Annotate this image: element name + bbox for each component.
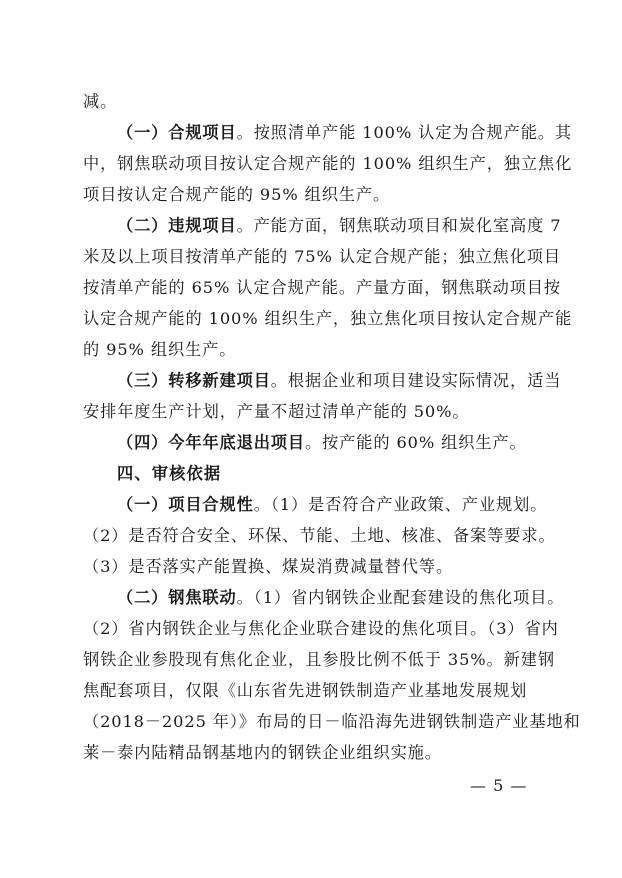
paragraph-label: （一）合规项目: [117, 123, 237, 142]
text-line: 认定合规产能的 100% 组织生产，独立焦化项目按认定合规产能: [83, 309, 573, 328]
text-line: （四）今年年底退出项目。按产能的 60% 组织生产。: [117, 433, 527, 452]
text-line: 项目按认定合规产能的 95% 组织生产。: [83, 185, 391, 204]
text-line: （2）省内钢铁企业与焦化企业联合建设的焦化项目。（3）省内: [83, 619, 559, 638]
text-line: （一）项目合规性。（1）是否符合产业政策、产业规划。: [117, 495, 548, 514]
text-line: （三）转移新建项目。根据企业和项目建设实际情况，适当: [117, 371, 562, 390]
text-line: （2018－2025 年）》布局的日－临沿海先进钢铁制造产业基地和: [83, 712, 581, 731]
text-line: （2）是否符合安全、环保、节能、土地、核准、备案等要求。: [83, 526, 556, 545]
text-line: （3）是否落实产能置换、煤炭消费减量替代等。: [83, 557, 454, 576]
text-line: 莱－泰内陆精品钢基地内的钢铁企业组织实施。: [83, 743, 442, 762]
text-line: 钢铁企业参股现有焦化企业，且参股比例不低于 35%。新建钢: [83, 650, 555, 669]
paragraph-label: （三）转移新建项目: [117, 371, 271, 390]
text-line: 安排年度生产计划，产量不超过清单产能的 50%。: [83, 402, 470, 421]
text-line: 按清单产能的 65% 认定合规产能。产量方面，钢焦联动项目按: [83, 278, 561, 297]
text-line: （二）钢焦联动。（1）省内钢铁企业配套建设的焦化项目。: [117, 588, 565, 607]
page-number: — 5 —: [470, 776, 528, 795]
paragraph-label: （二）违规项目: [117, 216, 237, 235]
text-line: 焦配套项目，仅限《山东省先进钢铁制造产业基地发展规划: [83, 681, 528, 700]
text-line: 减。: [83, 92, 118, 111]
text-line: 中，钢焦联动项目按认定合规产能的 100% 组织生产，独立焦化: [83, 154, 573, 173]
paragraph-label: （一）项目合规性: [117, 495, 254, 514]
text-line: （一）合规项目。按照清单产能 100% 认定为合规产能。其: [117, 123, 572, 142]
paragraph-label: （二）钢焦联动: [117, 588, 237, 607]
text-line: 的 95% 组织生产。: [83, 340, 237, 359]
text-line: 米及以上项目按清单产能的 75% 认定合规产能；独立焦化项目: [83, 247, 561, 266]
text-line: （二）违规项目。产能方面，钢焦联动项目和炭化室高度 7: [117, 216, 562, 235]
paragraph-label: （四）今年年底退出项目: [117, 433, 305, 452]
section-heading: 四、审核依据: [117, 464, 222, 483]
